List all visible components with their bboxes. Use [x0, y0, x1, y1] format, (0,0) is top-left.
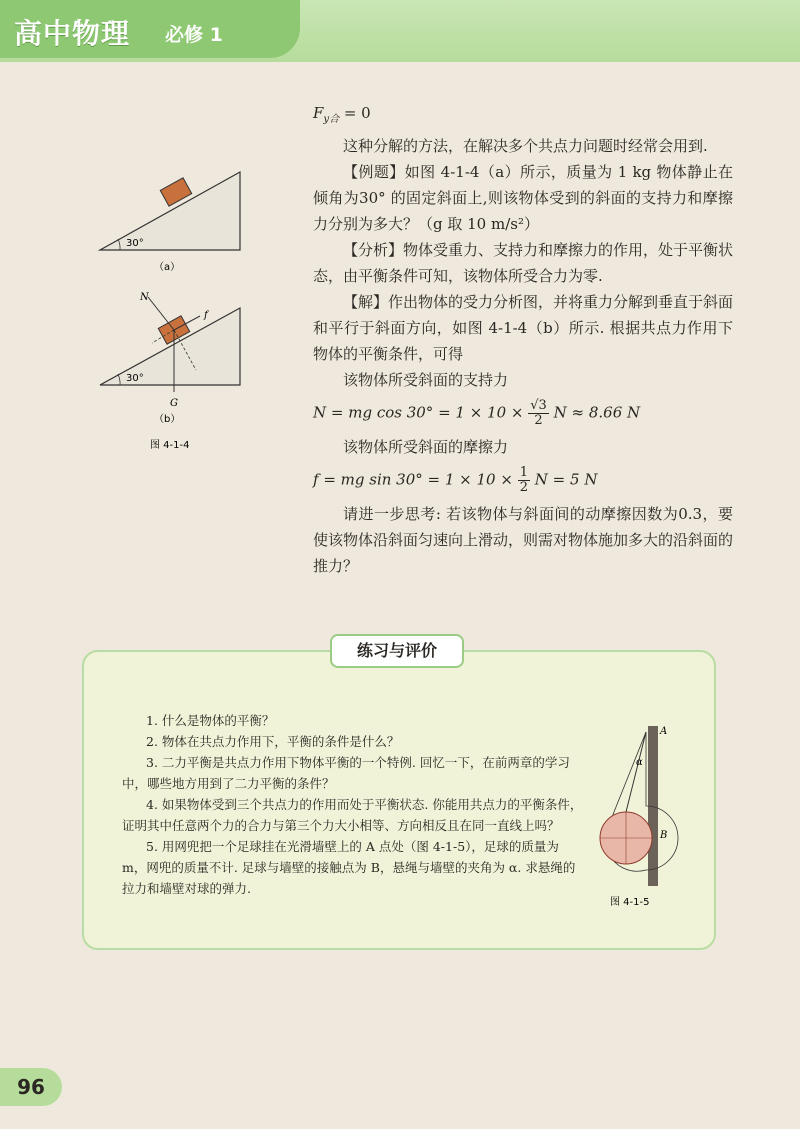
fig-a-label: （a）: [154, 262, 181, 273]
incline-a: [100, 172, 240, 250]
eq-fy-symbol: F: [313, 104, 324, 122]
equation-f: [313, 466, 733, 495]
page-number: 96: [0, 1068, 62, 1106]
label-N: N: [140, 292, 149, 303]
exercise-item: 5. 用网兜把一个足球挂在光滑墙壁上的 A 点处（图 4-1-5），足球的质量为 m，网兜的质量不计. 足球与墙壁的接触点为 B，悬绳与墙壁的夹角为 α. 求悬绳的拉力和墙壁对球的弹力.: [122, 839, 576, 896]
exercise-title: 练习与评价: [330, 634, 464, 668]
exercise-item: 1. 什么是物体的平衡？: [146, 713, 275, 728]
incline-diagrams: [92, 160, 262, 460]
eq-f-right: N = 5 N: [534, 470, 598, 489]
eq-f-fraction: [518, 466, 530, 495]
label-G: G: [170, 398, 178, 409]
fig-caption: 图 4-1-4: [150, 440, 190, 451]
fig2-caption: 图 4-1-5: [610, 897, 650, 908]
eq-N-fraction: [528, 399, 549, 428]
paragraph-friction-force: 该物体所受斜面的摩擦力: [343, 438, 509, 456]
exercise-item: 4. 如果物体受到三个共点力的作用而处于平衡状态. 你能用共点力的平衡条件，证明其中任意两个力的合力与第三个力大小相等、方向相反且在同一直线上吗？: [122, 797, 583, 833]
paragraph-analysis: 【分析】物体受重力、支持力和摩擦力的作用，处于平衡状态，由平衡条件可知，该物体所受合力为零.: [313, 241, 734, 285]
book-title: 高中物理: [14, 17, 131, 50]
eq-N-num: √3: [530, 398, 547, 413]
label-B: B: [660, 830, 668, 841]
paragraph-solution: 【解】作出物体的受力分析图，并将重力分解到垂直于斜面和平行于斜面方向，如图 4-1-4（b）所示. 根据共点力作用下物体的平衡条件，可得: [313, 293, 734, 363]
normal-force-arrow: [148, 297, 174, 330]
eq-N-right: N ≈ 8.66 N: [553, 403, 641, 422]
fig-b-label: （b）: [154, 414, 181, 425]
eq-fy-sub: y合: [323, 114, 340, 125]
figure-4-1-5: [596, 720, 686, 920]
eq-f-den: 2: [519, 480, 528, 495]
rope: [626, 732, 646, 812]
paragraph-example: 【例题】如图 4-1-4（a）所示，质量为 1 kg 物体静止在倾角为30° 的固定斜面上,则该物体受到的斜面的支持力和摩擦力分别为多大？（g 取 10 m/s²）: [313, 163, 733, 233]
main-text: [313, 100, 733, 579]
label-f: f: [204, 310, 208, 321]
label-alpha: α: [636, 757, 643, 768]
paragraph-further-thinking: 请进一步思考: 若该物体与斜面间的动摩擦因数为0.3，要使该物体沿斜面匀速向上滑动，则需对物体施加多大的沿斜面的推力？: [313, 505, 734, 575]
exercise-item: 2. 物体在共点力作用下，平衡的条件是什么？: [146, 734, 400, 749]
equation-N: [313, 399, 733, 428]
book-subtitle: 必修 1: [165, 24, 223, 46]
eq-fy-rest: = 0: [339, 104, 371, 122]
incline-b: [100, 308, 240, 385]
exercise-list: [122, 710, 584, 899]
paragraph-support-force: 该物体所受斜面的支持力: [343, 371, 509, 389]
equation-fy: [313, 100, 733, 133]
eq-N-left: N = mg cos 30° = 1 × 10 ×: [313, 403, 524, 422]
eq-f-left: f = mg sin 30° = 1 × 10 ×: [313, 470, 513, 489]
eq-N-den: 2: [534, 413, 543, 428]
paragraph-1: 这种分解的方法，在解决多个共点力问题时经常会用到.: [343, 137, 708, 155]
label-A: A: [660, 726, 668, 737]
angle-label-a: 30°: [126, 238, 144, 249]
eq-f-num: 1: [519, 465, 528, 480]
header-band: [0, 0, 800, 62]
angle-label-b: 30°: [126, 373, 144, 384]
exercise-item: 3. 二力平衡是共点力作用下物体平衡的一个特例. 回忆一下，在前两章的学习中，哪些地方用到了二力平衡的条件？: [122, 755, 570, 791]
